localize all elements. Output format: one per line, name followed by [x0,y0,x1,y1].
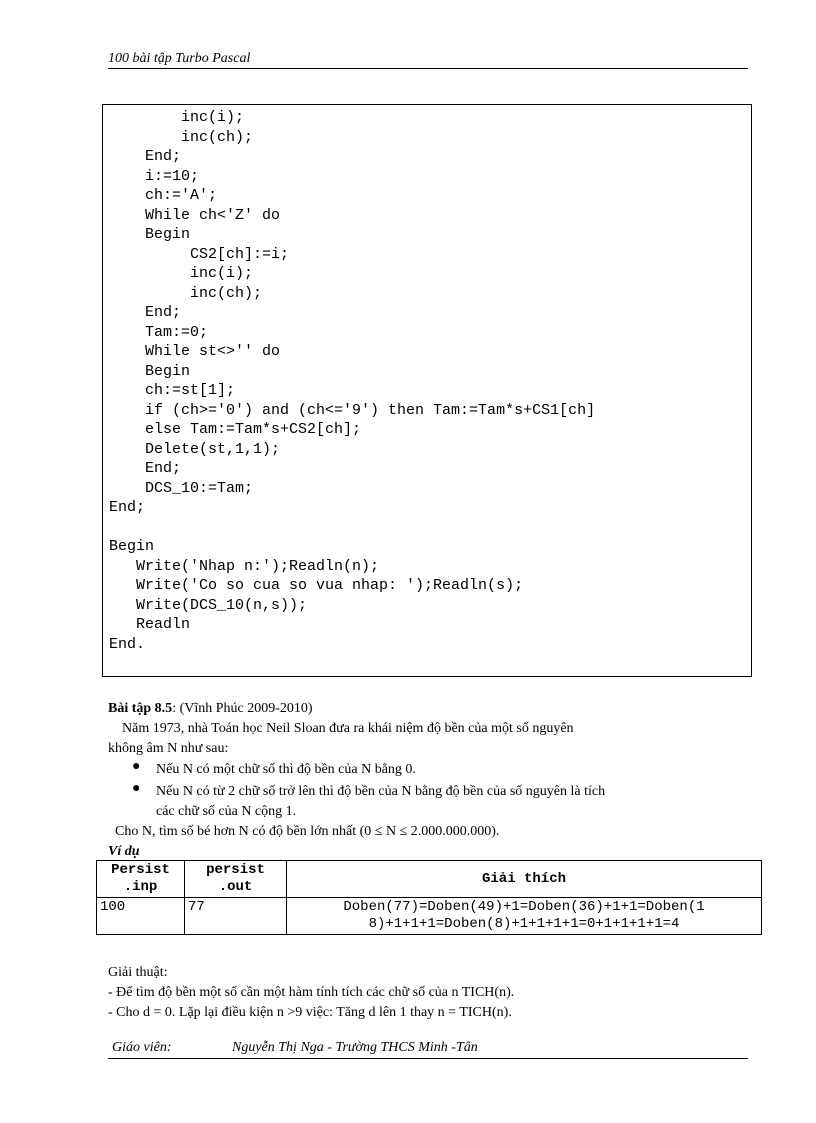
bullet-item-continuation: các chữ số của N cộng 1. [156,804,297,819]
bullet-dot-icon: ● [132,759,141,774]
exercise-title-source: : (Vĩnh Phúc 2009-2010) [172,701,313,716]
algorithm-line: - Để tìm độ bền một số cần một hàm tính tích các chữ số của n TICH(n). [108,985,515,1000]
code-line: Readln [109,616,191,633]
code-line: if (ch>='0') and (ch<='9') then Tam:=Tam*s+CS1[ch] [109,402,596,419]
code-listing-box [102,104,752,677]
code-line: inc(i); [109,109,245,126]
table-cell-output: 77 [185,898,287,935]
code-line: else Tam:=Tam*s+CS2[ch]; [109,421,362,438]
exercise-intro-line: Năm 1973, nhà Toán học Neil Sloan đưa ra khái niệm độ bền của một số nguyên [108,721,574,736]
code-line: DCS_10:=Tam; [109,480,254,497]
code-line: End. [109,636,146,653]
code-line: End; [109,499,146,516]
code-line: Write('Nhap n:');Readln(n); [109,558,380,575]
exercise-task: Cho N, tìm số bé hơn N có độ bền lớn nhất (0 ≤ N ≤ 2.000.000.000). [108,824,500,839]
code-line: Begin [109,363,191,380]
table-cell-input: 100 [97,898,185,935]
table-cell-explanation [287,898,762,935]
header-divider [108,68,748,69]
bullet-item: Nếu N có một chữ số thì độ bền của N bằng 0. [156,762,416,777]
bullet-item: Nếu N có từ 2 chữ số trở lên thì độ bền của N bằng độ bền của số nguyên là tích [156,784,606,799]
code-line: i:=10; [109,168,200,185]
code-line: Begin [109,538,155,555]
code-line: CS2[ch]:=i; [109,246,290,263]
bullet-dot-icon: ● [132,781,141,796]
code-line: Begin [109,226,191,243]
example-label: Ví dụ [108,844,140,859]
code-line: Tam:=0; [109,324,209,341]
algorithm-title: Giải thuật: [108,965,168,980]
code-line: Write(DCS_10(n,s)); [109,597,308,614]
page-header-title: 100 bài tập Turbo Pascal [108,51,251,66]
footer-label: Giáo viên: [112,1040,172,1055]
table-row [97,898,762,935]
exercise-title [108,699,753,718]
code-line: End; [109,304,182,321]
example-table [96,860,762,935]
code-line: inc(i); [109,265,254,282]
code-line: ch:=st[1]; [109,382,236,399]
code-line: End; [109,460,182,477]
code-line: inc(ch); [109,285,263,302]
code-line: While st<>'' do [109,343,281,360]
exercise-title-bold: Bài tập 8.5 [108,701,173,716]
table-header-row [97,861,762,898]
footer-divider [108,1058,748,1059]
footer-author: Nguyễn Thị Nga - Trường THCS Minh -Tân [232,1040,478,1055]
code-line: While ch<'Z' do [109,207,281,224]
table-header-cell: Persist .inp [97,861,185,898]
explanation-line: Doben(77)=Doben(49)+1=Doben(36)+1+1=Doben(1 [343,899,705,915]
code-line: Write('Co so cua so vua nhap: ');Readln(s); [109,577,524,594]
table-header-cell: Giải thích [287,861,762,898]
code-line: inc(ch); [109,129,254,146]
explanation-line: 8)+1+1+1=Doben(8)+1+1+1+1=0+1+1+1+1=4 [368,916,680,932]
table-header-cell: persist .out [185,861,287,898]
algorithm-line: - Cho d = 0. Lặp lại điều kiện n >9 việc: Tăng d lên 1 thay n = TICH(n). [108,1005,512,1020]
code-line: ch:='A'; [109,187,218,204]
code-line: End; [109,148,182,165]
code-line: Delete(st,1,1); [109,441,281,458]
exercise-intro-line: không âm N như sau: [108,741,229,756]
